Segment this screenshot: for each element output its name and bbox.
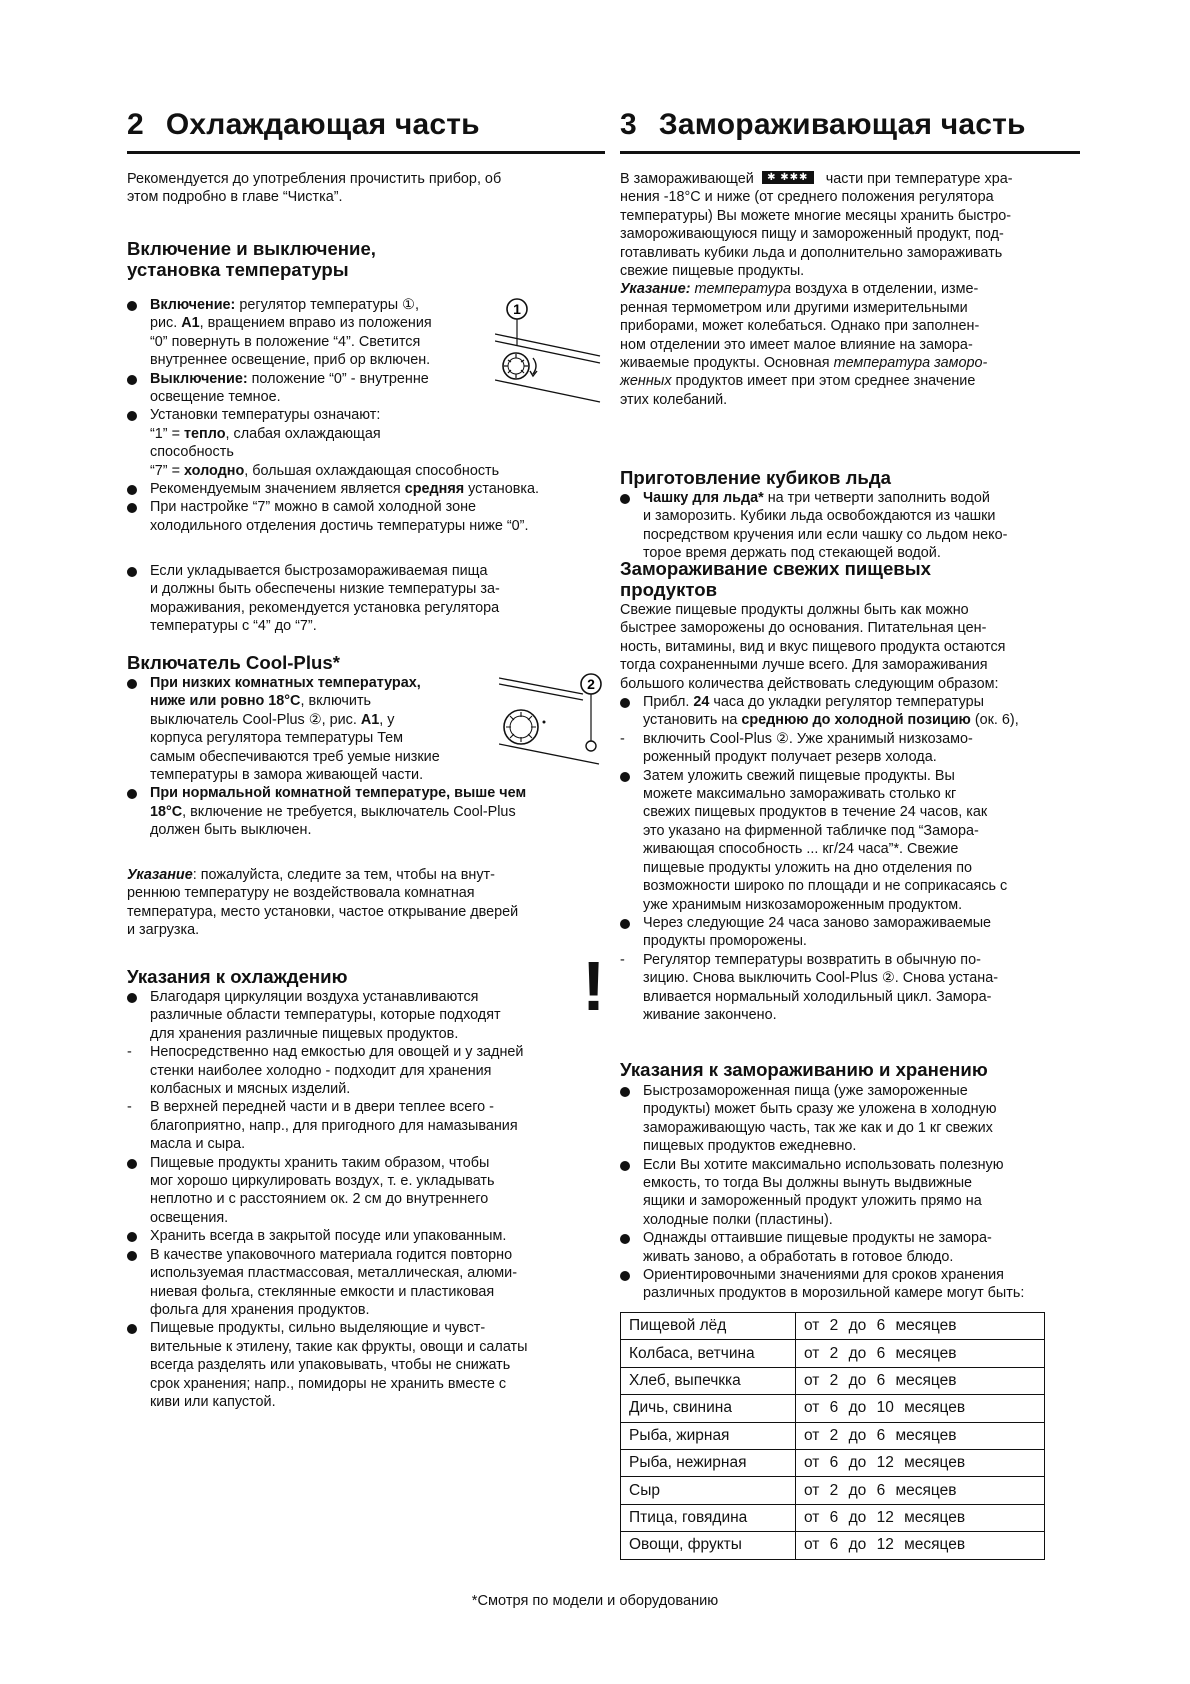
table-row — [621, 1504, 1045, 1531]
storage-list — [620, 1082, 1080, 1303]
duration-cell: от 6 до 12 месяцев — [796, 1504, 1045, 1531]
bullet-icon — [620, 1234, 630, 1244]
list-item: Однажды оттаившие пищевые продукты не замора- живать заново, а обработать в готовое блюдо. — [620, 1229, 1080, 1266]
product-cell: Рыба, нежирная — [621, 1449, 796, 1476]
product-cell: Рыба, жирная — [621, 1422, 796, 1449]
bullet-icon — [127, 1159, 137, 1169]
subheading-ice-cubes: Приготовление кубиков льда — [620, 467, 891, 488]
table-row — [621, 1395, 1045, 1422]
duration-cell: от 2 до 6 месяцев — [796, 1340, 1045, 1367]
bullet-icon — [620, 1161, 630, 1171]
four-star-freezer-icon: ✱ ✱✱✱ — [762, 171, 814, 184]
heading-rule — [620, 151, 1080, 154]
section-3-heading — [620, 108, 1026, 142]
bullet-icon — [127, 1324, 137, 1334]
section-2-heading — [127, 108, 480, 142]
bullet-icon — [620, 919, 630, 929]
figure-1-label: 1 — [513, 301, 521, 317]
subheading-cooling-tips: Указания к охлаждению — [127, 966, 348, 987]
duration-cell: от 2 до 6 месяцев — [796, 1367, 1045, 1394]
list-item: Ориентировочными значениями для сроков хранения различных продуктов в морозильной камере могут быть: — [620, 1266, 1080, 1303]
subheading-cool-plus: Включатель Cool-Plus* — [127, 652, 340, 673]
table-row — [621, 1367, 1045, 1394]
duration-cell: от 6 до 12 месяцев — [796, 1532, 1045, 1559]
list-item-step-2: - включить Cool-Plus ②. Уже хранимый низкозамо- роженный продукт получает резерв холода. — [620, 730, 973, 766]
section-title: Охлаждающая часть — [165, 108, 480, 141]
list-item: Пищевые продукты хранить таким образом, чтобы мог хорошо циркулировать воздух, т. е. укладывать неплотно и с расстоянием ок. 2 см до внутреннего освещения. — [127, 1154, 605, 1228]
duration-cell: от 2 до 6 месяцев — [796, 1422, 1045, 1449]
list-item: - В верхней передней части и в двери теплее всего - благоприятно, напр., для пригодного для намазывания масла и сыра. — [127, 1099, 518, 1153]
heading-rule — [127, 151, 605, 154]
bullet-icon — [620, 1087, 630, 1097]
fresh-freezing-text: Свежие пищевые продукты должны быть как можно быстрее заморожены до основания. Питательная цен- ность, витамины, вид и вкус пищевого продукта остаются тогда сохраненными лучше всего. Для замораживания большого количества действовать следующим образом: Прибл. 24 часа до укладки регулятор температуры установить на среднюю до холодной позицию (ок. 6), - включить Cool-Plus ②. Уже хранимый низкозамо- роженный продукт получает резерв холода. Затем уложить свежий пищевые продукты. Вы можете максимально замораживать столько кг свежих пищевых продуктов в течение 24 часов, как это указано на фирменной табличке под “Замора- живающая способность ... кг/24 часа”*. Свежие пищевые продукты уложить на дно отделения по возможности широко по площади и не соприкасаясь с уже хранимым низкозамороженным продуктом. Через следующие 24 часа заново замораживаемые продукты проморожены. - Регулятор температуры возвратить в обычную по- зицию. Снова выключить Cool-Plus ②. Снова устана- вливается нормальный холодильный цикл. Замора- живание закончено. — [620, 601, 1080, 1024]
bullet-icon — [127, 301, 137, 311]
product-cell: Дичь, свинина — [621, 1395, 796, 1422]
bullet-icon — [127, 503, 137, 513]
bullet-icon — [127, 1232, 137, 1242]
list-item-off: Выключение: положение “0” - внутренне освещение темное. — [127, 370, 605, 407]
bullet-icon — [620, 1271, 630, 1281]
section-number: 2 — [127, 108, 144, 141]
section-title: Замораживающая часть — [658, 108, 1026, 141]
bullet-icon — [127, 789, 137, 799]
subheading-switching: Включение и выключение, установка температуры — [127, 238, 376, 280]
table-row — [621, 1449, 1045, 1476]
table-row — [621, 1313, 1045, 1340]
list-item-step-4: Через следующие 24 часа заново замораживаемые продукты проморожены. — [620, 914, 1080, 951]
table-row — [621, 1477, 1045, 1504]
duration-cell: от 2 до 6 месяцев — [796, 1313, 1045, 1340]
switching-list — [127, 296, 605, 535]
list-item-low-temp: При низких комнатных температурах, ниже или ровно 18°C, включить выключатель Cool-Plus ②, рис. A1, у корпуса регулятора температуры Тем самым обеспечиваются треб уемые низкие температуры в замора живающей части. — [127, 674, 605, 784]
bullet-icon — [127, 567, 137, 577]
bullet-icon — [127, 411, 137, 421]
note-paragraph: Указание: пожалуйста, следите за тем, чтобы на внут- реннюю температуру не воздействовала комнатная температура, место установки, частое открывание дверей и загрузка. — [127, 867, 519, 939]
duration-cell: от 2 до 6 месяцев — [796, 1477, 1045, 1504]
quick-freeze-note: Если укладывается быстрозамораживаемая пища и должны быть обеспечены низкие температуры за- мораживания, рекомендуется установка регулятора температуры с “4” до “7”. — [127, 562, 605, 636]
list-item: Пищевые продукты, сильно выделяющие и чувст- вительные к этилену, такие как фрукты, овощи и салаты всегда разделять или упаковывать, чтобы не снижать срок хранения; напр., помидоры не хранить вместе с киви или капустой. — [127, 1319, 605, 1411]
storage-times-table — [620, 1312, 1045, 1560]
product-cell: Колбаса, ветчина — [621, 1340, 796, 1367]
footnote: *Смотря по модели и оборудованию — [471, 1593, 719, 1609]
bullet-icon — [127, 375, 137, 385]
freezer-intro: В замораживающей ✱ ✱✱✱ части при температуре хра- нения -18°C и ниже (от среднего положения регулятора температуры) Вы можете многие месяцы хранить быстро- замороживающуюся пищу и замороженный продукт, под- готавливать кубики льда и дополнительно замораживать свежие пищевые продукты. Указание: температура воздуха в отделении, изме- ренная термометром или другими измерительными приборами, может колебаться. Однако при заполнен- ном отделении это имеет малое влияние на замора- живаемые продукты. Основная температура заморо- женных продуктов имеет при этом среднее значение этих колебаний. — [620, 171, 1013, 408]
bullet-icon — [620, 494, 630, 504]
bullet-icon — [620, 772, 630, 782]
table-row — [621, 1532, 1045, 1559]
list-item: Если Вы хотите максимально использовать полезную емкость, то тогда Вы должны вынуть выдвижные ящики и замороженный продукт уложить прямо на холодные полки (пластины). — [620, 1156, 1080, 1230]
warning-exclamation-icon: ! — [582, 947, 606, 1025]
list-item: Хранить всегда в закрытой посуде или упакованным. — [127, 1227, 605, 1245]
duration-cell: от 6 до 12 месяцев — [796, 1449, 1045, 1476]
list-item: В качестве упаковочного материала годится повторно используемая пластмассовая, металлическая, алюми- ниевая фольга, стеклянные емкости и пластиковая фольга для хранения продуктов. — [127, 1246, 605, 1320]
cooling-tips-list — [127, 988, 605, 1411]
list-item-recommended: Рекомендуемым значением является средняя установка. — [127, 480, 605, 498]
bullet-icon — [127, 993, 137, 1003]
list-item: Благодаря циркуляции воздуха устанавливаются различные области температуры, которые подходят для хранения различные пищевых продуктов. — [127, 988, 605, 1043]
product-cell: Хлеб, выпечкка — [621, 1367, 796, 1394]
list-item-step-5: - Регулятор температуры возвратить в обычную по- зицию. Снова выключить Cool-Plus ②. Снова устана- вливается нормальный холодильный цикл. Замора- живание закончено. — [620, 951, 998, 1023]
table-row — [621, 1340, 1045, 1367]
duration-cell: от 6 до 10 месяцев — [796, 1395, 1045, 1422]
list-item-normal-temp: При нормальной комнатной температуре, выше чем 18°C, включение не требуется, выключатель Cool-Plus должен быть выключен. — [127, 784, 605, 839]
list-item-setting-7: При настройке “7” можно в самой холодной зоне холодильного отделения достичь температуры ниже “0”. — [127, 498, 605, 535]
figure-2-label: 2 — [587, 676, 595, 692]
intro-paragraph: Рекомендуется до употребления прочистить прибор, об этом подробно в главе “Чистка”. — [127, 171, 502, 206]
subheading-storage: Указания к замораживанию и хранению — [620, 1059, 988, 1080]
bullet-icon — [127, 485, 137, 495]
list-item-on: Включение: регулятор температуры ①, рис. A1, вращением вправо из положения “0” повернуть в положение “4”. Светится внутреннее освещение, приб ор включен. — [127, 296, 605, 370]
bullet-icon — [127, 1251, 137, 1261]
product-cell: Пищевой лёд — [621, 1313, 796, 1340]
product-cell: Сыр — [621, 1477, 796, 1504]
section-number: 3 — [620, 108, 637, 141]
list-item: Быстрозамороженная пища (уже замороженные продукты) может быть сразу же уложена в холодную замораживающую часть, так же как и до 1 кг свежих пищевых продуктов ежедневно. — [620, 1082, 1080, 1156]
bullet-icon — [620, 698, 630, 708]
list-item: - Непосредственно над емкостью для овощей и у задней стенки наиболее холодно - подходит для хранения колбасных и мясных изделий. — [127, 1044, 524, 1098]
list-item-step-3: Затем уложить свежий пищевые продукты. Вы можете максимально замораживать столько кг свежих пищевых продуктов в течение 24 часов, как это указано на фирменной табличке под “Замора- живающая способность ... кг/24 часа”*. Свежие пищевые продукты уложить на дно отделения по возможности широко по площади и не соприкасаясь с уже хранимым низкозамороженным продуктом. — [620, 767, 1080, 914]
product-cell: Овощи, фрукты — [621, 1532, 796, 1559]
product-cell: Птица, говядина — [621, 1504, 796, 1531]
subheading-fresh-freezing: Замораживание свежих пищевых продуктов — [620, 558, 931, 600]
list-item-step-1: Прибл. 24 часа до укладки регулятор температуры установить на среднюю до холодной позицию (ок. 6), — [620, 693, 1080, 730]
ice-cubes-list: Чашку для льда* на три четверти заполнить водой и заморозить. Кубики льда освобождаются из чашки посредством кручения или если чашку со льдом неко- торое время держать под стекающей водой. — [620, 489, 1080, 563]
cool-plus-list — [127, 674, 605, 840]
table-row — [621, 1422, 1045, 1449]
bullet-icon — [127, 679, 137, 689]
list-item-settings: Установки температуры означают: “1” = тепло, слабая охлаждающая способность “7” = холодно, большая охлаждающая способность — [127, 406, 605, 480]
